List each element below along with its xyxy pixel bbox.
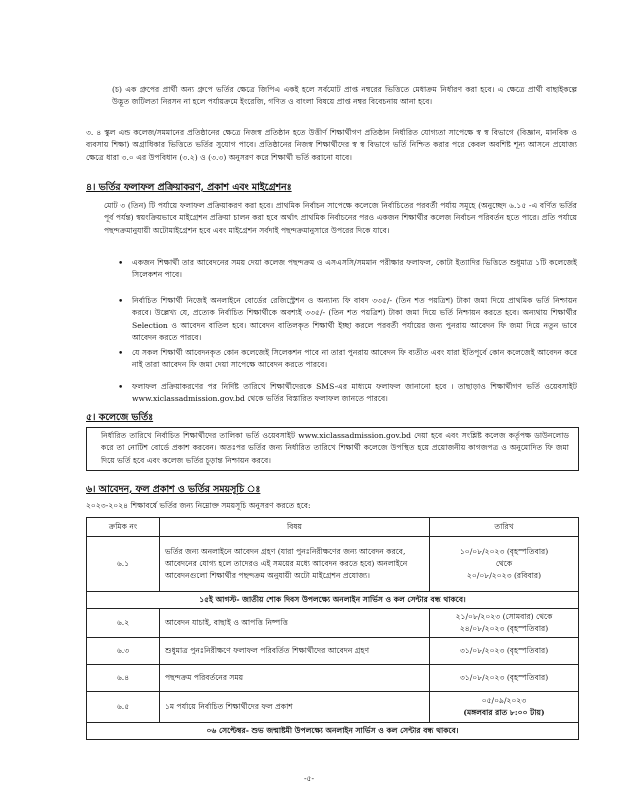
- row-serial: ৬.৩: [87, 638, 160, 665]
- section-6-heading: [86, 483, 260, 496]
- row-date: [430, 609, 579, 638]
- date-line: ২৪/০৮/২০২৩ (বৃহস্পতিবার): [459, 624, 549, 633]
- table-row: [87, 638, 579, 665]
- table-note-row: [87, 592, 579, 609]
- section-5-heading-text: ৫। কলেজে ভর্তিঃ: [86, 412, 154, 423]
- section-4-heading-text: ৪। ভর্তির ফলাফল প্রক্রিয়াকরণ, প্রকাশ এবং মাইগ্রেশনঃ: [86, 182, 292, 193]
- table-row: [87, 692, 579, 723]
- holiday-note: ১৫ই আগস্ট- জাতীয় শোক দিবস উপলক্ষ্যে অনলাইন সার্ভিস ও কল সেন্টার বন্ধ থাকবে।: [87, 592, 579, 609]
- schedule-table: [86, 517, 579, 740]
- row-serial: ৬.২: [87, 609, 160, 638]
- bullet-icon: •: [118, 349, 124, 359]
- row-date: [430, 537, 579, 592]
- section-6-intro: ২০২৩-২০২৪ শিক্ষাবর্ষে ভর্তির জন্য নিম্নোক্ত সময়সূচি অনুসরণ করতে হবে:: [86, 501, 311, 510]
- date-line: ০৫/০৯/২০২৩: [481, 696, 527, 705]
- section-4-bullet-3: যে সকল শিক্ষার্থী আবেদনকৃত কোন কলেজেই সিলেকশন পাবে না তারা পুনরায় আবেদন ফি ব্যতীত এবং যারা ইতিপূর্বে কোন কলেজেই আবেদন করে নাই তারা আবেদন ফি জমা দেয়া সাপেক্ষে আবেদন করতে পারবে।: [132, 348, 577, 370]
- paragraph-c: (চ) এক গ্রুপের প্রার্থী অন্য গ্রুপে ভর্তির ক্ষেত্রে জিপিএ একই হলে সর্বমোট প্রাপ্ত নম্বরের ভিত্তিতে মেধাক্রম নির্ধারণ করা হবে। এ ক্ষেত্রে প্রার্থী বাছাইকল্পে উদ্ভূত জটিলতা নিরসন না হলে পর্যায়ক্রমে ইংরেজি, গণিত ও বাংলা বিষয়ে প্রাপ্ত নম্বর বিবেচনায় আনা হবে।: [112, 85, 577, 107]
- bullet-icon: •: [118, 383, 124, 393]
- column-header-serial: ক্রমিক নং: [87, 518, 160, 537]
- page-number: -৫-: [303, 774, 315, 783]
- bullet-icon: •: [118, 297, 124, 307]
- date-line: থেকে: [495, 559, 513, 568]
- date-line: ২১/০৮/২০২৩ (সোমবার) থেকে: [455, 612, 553, 621]
- section-6-heading-text: ৬। আবেদন, ফল প্রকাশ ও ভর্তির সময়সূচি ঃ: [86, 484, 261, 495]
- column-header-date: তারিখ: [430, 518, 579, 537]
- row-serial: ৬.৪: [87, 665, 160, 692]
- section-5-box: [86, 427, 579, 471]
- table-row: [87, 665, 579, 692]
- row-subject: ভর্তির জন্য অনলাইনে আবেদন গ্রহণ (যারা পুনঃনিরীক্ষণের জন্য আবেদন করবে, আবেদনের যোগ্য হলে তাদেরও এই সময়ের মধ্যে আবেদন করতে হবে) অনলাইনে আবেদনগুলো শিক্ষার্থীর পছন্দক্রম অনুযায়ী অটো মাইগ্রেশন প্রযোজ্য।: [160, 537, 430, 592]
- column-header-subject: বিষয়: [160, 518, 430, 537]
- section-4-bullet-4: ফলাফল প্রক্রিয়াকরণের পর নির্দিষ্ট তারিখে শিক্ষার্থীদেরকে SMS-এর মাধ্যমে ফলাফল জানানো হবে । তাছাড়াও শিক্ষার্থীগণ ভর্তি ওয়েবসাইট www.xiclassadmission.gov.bd থেকে ভর্তির বিস্তারিত ফলাফল জানতে পারবে।: [132, 382, 577, 404]
- section-5-heading: [86, 411, 153, 424]
- table-row: [87, 537, 579, 592]
- row-subject: ১ম পর্যায়ে নির্বাচিত শিক্ষার্থীদের ফল প্রকাশ: [160, 692, 430, 723]
- bullet-icon: •: [118, 259, 124, 269]
- section-4-bullet-1: একজন শিক্ষার্থী তার আবেদনের সময় দেয়া কলেজ পছন্দক্রম ও এসএসসি/সমমান পরীক্ষার ফলাফল, কোটা ইত্যাদির ভিত্তিতে শুধুমাত্র ১টি কলেজেই সিলেকশন পাবে।: [132, 258, 577, 280]
- holiday-note: ০৬ সেপ্টেম্বর- শুভ জন্মাষ্টমী উপলক্ষ্যে অনলাইন সার্ভিস ও কল সেন্টার বন্ধ থাকবে।: [87, 723, 579, 740]
- section-4-intro: মোট ৩ (তিন) টি পর্যায়ে ফলাফল প্রক্রিয়াকরণ করা হবে। প্রাথমিক নির্বাচন সাপেক্ষে কলেজে নির্বাচিতের পরবর্তী পর্যায় সমূহে (অনুচ্ছেদ ৬.১৫ -এ বর্ণিত ভর্তির পূর্ব পর্যন্ত) স্বয়ংক্রিয়ভাবে মাইগ্রেশন প্রক্রিয়া চালন করা হবে অর্থাৎ প্রাথমিক নির্বাচনের পরও একজন শিক্ষার্থীর কলেজ নির্বাচন পরিবর্তন হতে পারে। প্রতি পর্যায়ে পছন্দক্রমানুযায়ী অটোমাইগ্রেশন হবে এবং মাইগ্রেশন সর্বদাই পছন্দক্রমানুসারে উপরের দিকে যাবে।: [104, 201, 577, 235]
- date-line: ২০/০৮/২০২৩ (রবিবার): [466, 571, 542, 580]
- row-subject: আবেদন যাচাই, বাছাই ও আপত্তি নিষ্পত্তি: [160, 609, 430, 638]
- row-date: ৩১/০৮/২০২৩ (বৃহস্পতিবার): [430, 638, 579, 665]
- row-subject: শুধুমাত্র পুনঃনিরীক্ষণে ফলাফল পরিবর্তিত শিক্ষার্থীদের আবেদন গ্রহণ: [160, 638, 430, 665]
- row-serial: ৬.১: [87, 537, 160, 592]
- table-row: [87, 609, 579, 638]
- section-5-text: নির্ধারিত তারিখে নির্বাচিত শিক্ষার্থীদের তালিকা ভর্তি ওয়েবসাইট www.xiclassadmission.gov.bd দেয়া হবে এবং সংশ্লিষ্ট কলেজ কর্তৃপক্ষ ডাউনলোড করে তা নোটিশ বোর্ডে প্রকাশ করবেন। অতঃপর ভর্তির জন্য নির্ধারিত তারিখে শিক্ষার্থী কলেজে উপস্থিত হয়ে প্রয়োজনীয় কাগজপত্র ও অনুমোদিত ফি জমা দিয়ে ভর্তি হবে এবং কলেজ ভর্তির চূড়ান্ত নিশ্চায়ন করবে।: [101, 431, 569, 465]
- date-line: (মঙ্গলবার রাত ৮:০০ টায়): [463, 708, 545, 717]
- paragraph-3-4: ৩. ৪ স্কুল এন্ড কলেজ/সমমানের প্রতিষ্ঠানের ক্ষেত্রে নিজস্ব প্রতিষ্ঠান হতে উত্তীর্ণ শিক্ষার্থীগণ প্রতিষ্ঠান নির্ধারিত যোগ্যতা সাপেক্ষে স্ব স্ব বিভাগে (বিজ্ঞান, মানবিক ও ব্যবসায় শিক্ষা) অগ্রাধিকার ভিত্তিতে ভর্তির সুযোগ পাবে। প্রতিষ্ঠানের নিজস্ব শিক্ষার্থীদের স্ব স্ব বিভাগে ভর্তি নিশ্চিত করার পরে কেবল অবশিষ্ট শূন্য আসনে প্রযোজ্য ক্ষেত্রে ধারা ৩.০ এর উপবিধান (৩.২) ও (৩.৩) অনুসরণ করে শিক্ষার্থী ভর্তি করানো যাবে।: [86, 128, 577, 162]
- row-serial: ৬.৫: [87, 692, 160, 723]
- table-header-row: [87, 518, 579, 537]
- section-4-heading: [86, 181, 292, 194]
- row-date: [430, 692, 579, 723]
- section-4-bullet-2: নির্বাচিত শিক্ষার্থী নিজেই অনলাইনে বোর্ডের রেজিস্ট্রেশন ও অন্যান্য ফি বাবদ ৩৩৫/- (তিন শত পয়ত্রিশ) টাকা জমা দিয়ে প্রাথমিক ভর্তি নিশ্চায়ন করবে। উল্লেখ্য যে, প্রত্যেক নির্বাচিত শিক্ষার্থীকে অবশ্যই ৩৩৫/- (তিন শত পয়ত্রিশ) টাকা জমা দিয়ে ভর্তি নিশ্চায়ন করতে হবে। অন্যথায় শিক্ষার্থীর Selection ও আবেদন বাতিল হবে। আবেদন বাতিলকৃত শিক্ষার্থী ইচ্ছা করলে পরবর্তী পর্যায়ের জন্য পুনরায় আবেদন ফি জমা দিয়ে নতুন ভাবে আবেদন করতে পারবে।: [132, 296, 577, 343]
- date-line: ১০/০৮/২০২৩ (বৃহস্পতিবার): [459, 547, 549, 556]
- row-date: ৩১/০৮/২০২৩ (বৃহস্পতিবার): [430, 665, 579, 692]
- row-subject: পছন্দক্রম পরিবর্তনের সময়: [160, 665, 430, 692]
- table-note-row: [87, 723, 579, 740]
